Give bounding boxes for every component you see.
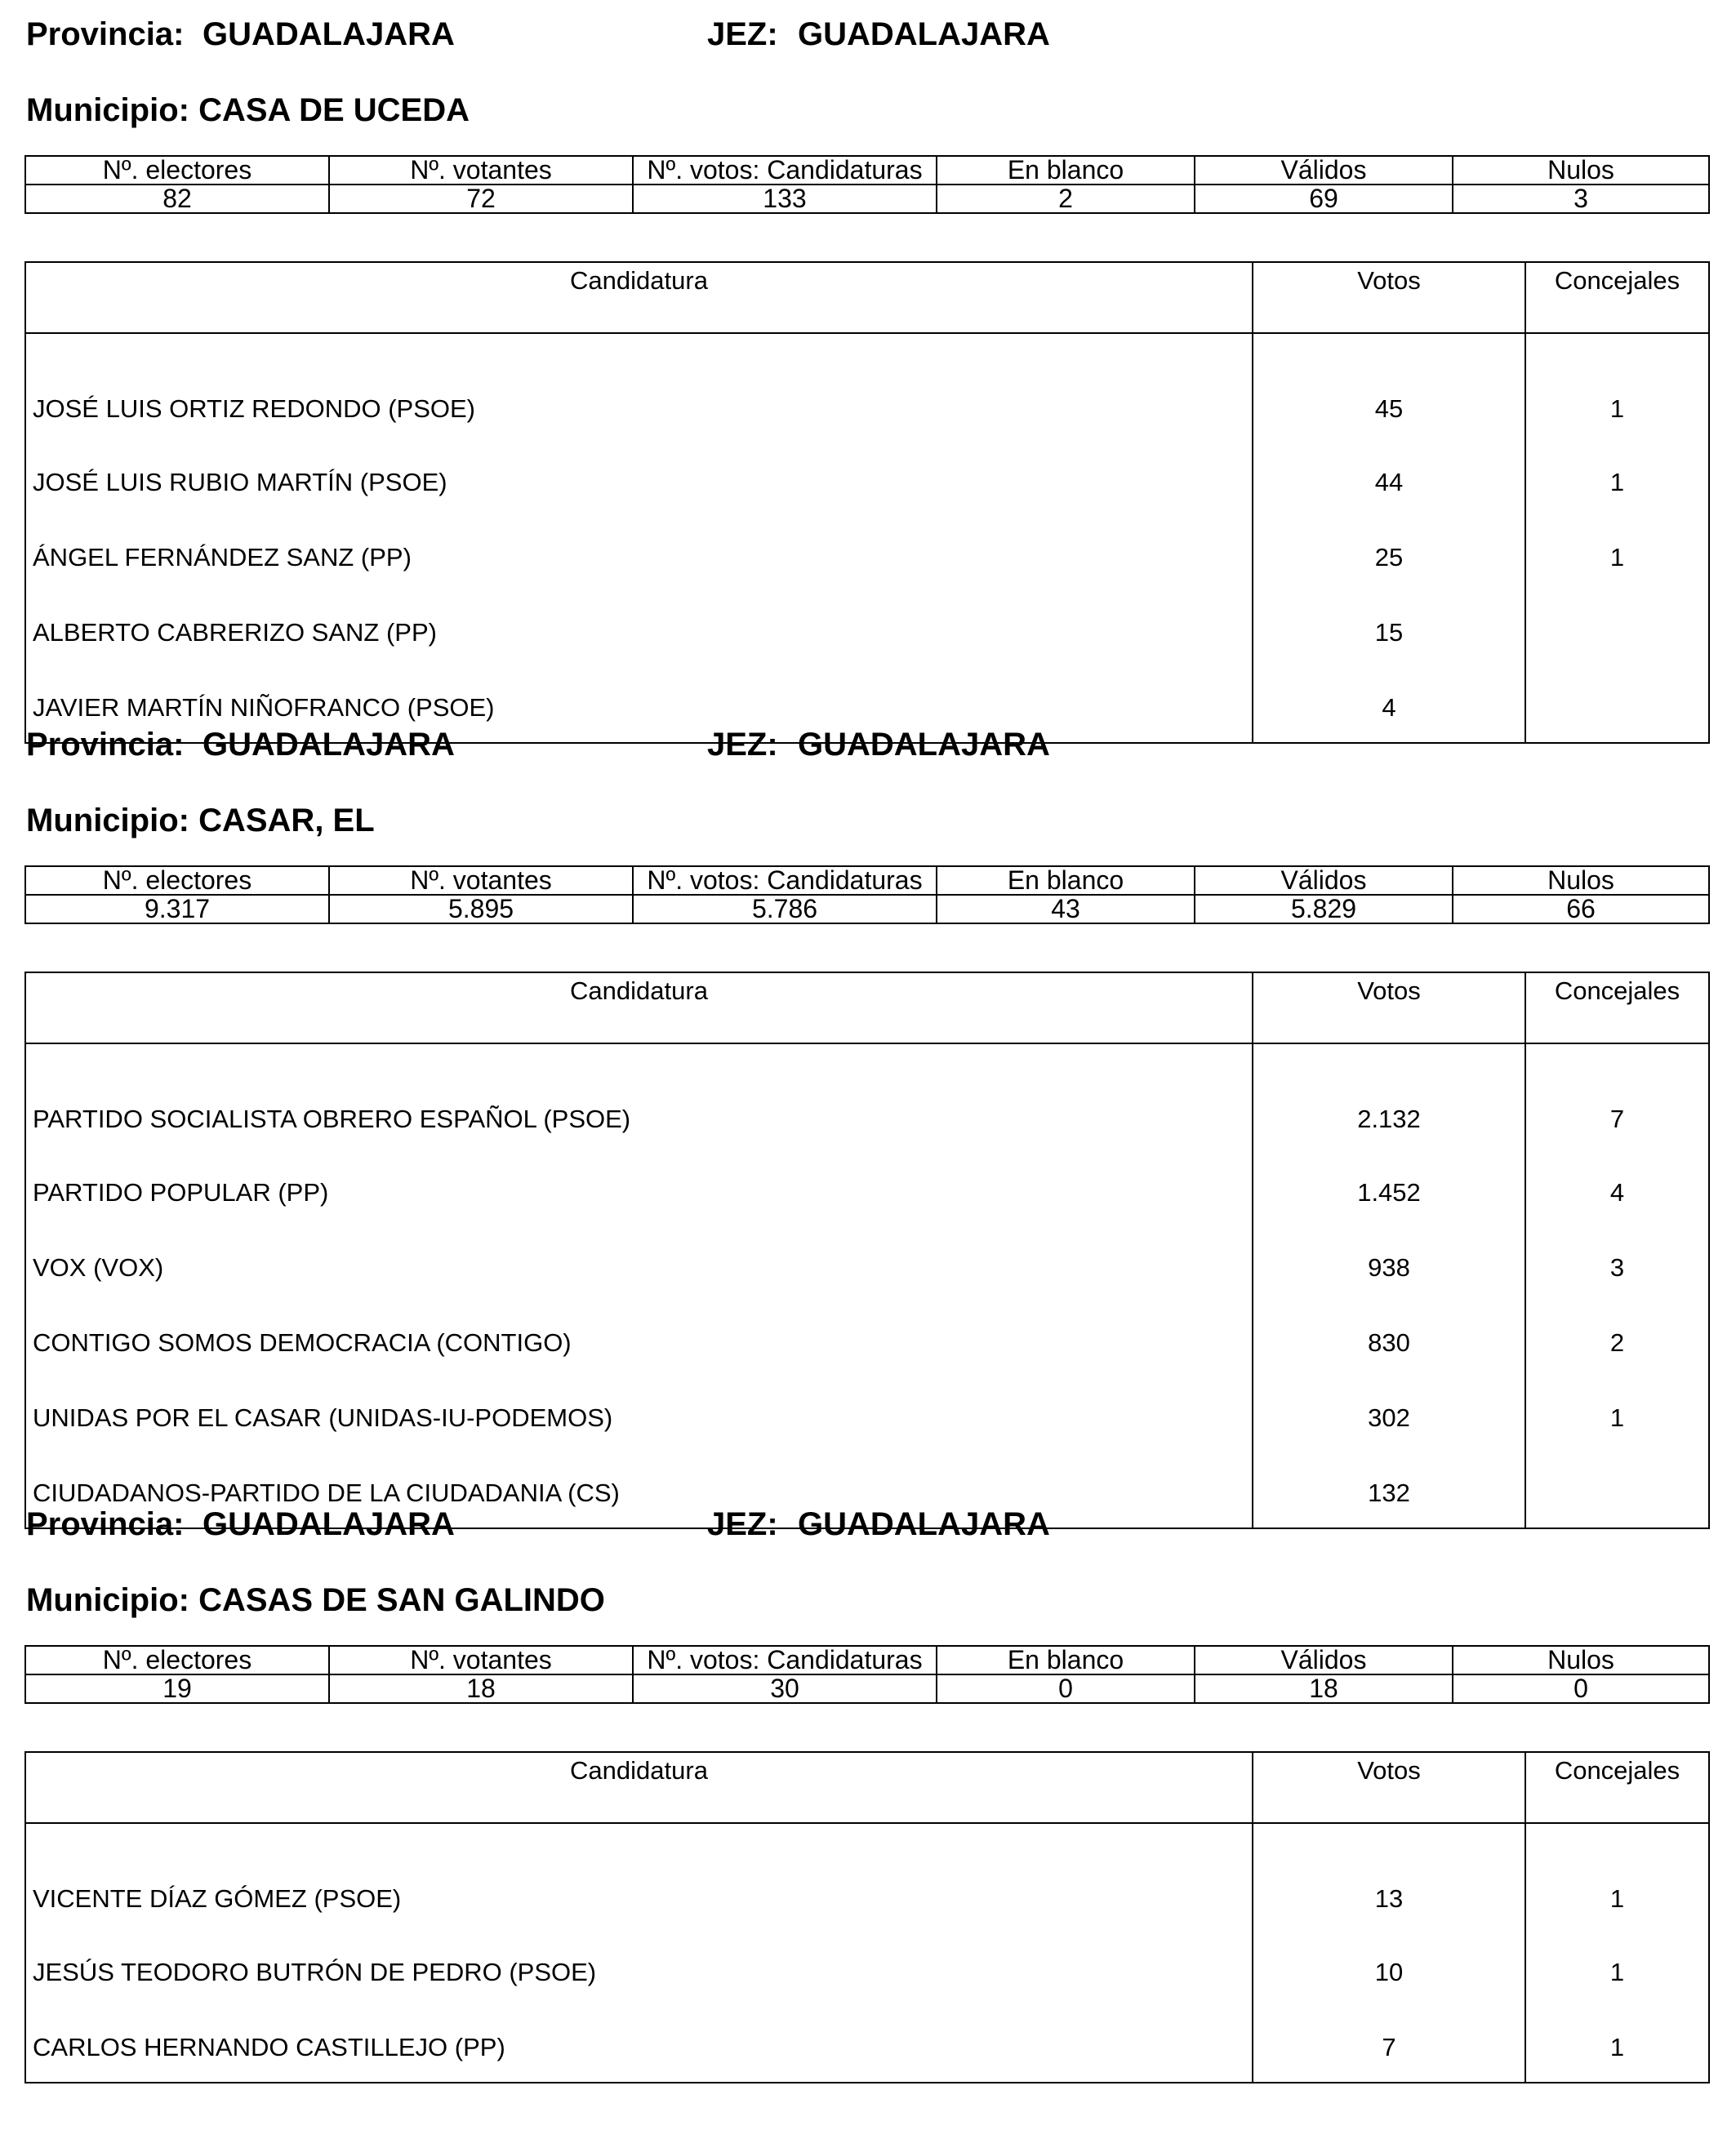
stats-header-cell: Nº. votantes (329, 1646, 633, 1674)
provincia-value: GUADALAJARA (203, 727, 455, 763)
stats-value-cell: 133 (633, 185, 937, 213)
stats-value-cell: 5.829 (1195, 895, 1453, 923)
concejales-header: Concejales (1525, 1752, 1709, 1823)
concejales-value: 1 (1525, 1823, 1709, 1932)
concejales-header: Concejales (1525, 262, 1709, 333)
votos-value: 25 (1253, 517, 1525, 592)
stats-value-cell: 43 (937, 895, 1195, 923)
stats-header-cell: En blanco (937, 866, 1195, 895)
concejales-value: 1 (1525, 1377, 1709, 1452)
stats-value-row (25, 185, 1709, 213)
municipio-value: CASA DE UCEDA (198, 92, 470, 128)
stats-value-cell: 0 (937, 1674, 1195, 1703)
candidatura-name: VOX (VOX) (25, 1227, 1253, 1302)
votos-value: 44 (1253, 442, 1525, 517)
stats-value-row (25, 1674, 1709, 1703)
provincia-value: GUADALAJARA (203, 1506, 455, 1542)
stats-value-cell: 18 (1195, 1674, 1453, 1703)
stats-value-cell: 2 (937, 185, 1195, 213)
stats-value-row (25, 895, 1709, 923)
votos-value: 13 (1253, 1823, 1525, 1932)
stats-value-cell: 66 (1453, 895, 1709, 923)
municipio-label: Municipio: (26, 803, 189, 838)
stats-header-cell: Nulos (1453, 156, 1709, 185)
jez-label: JEZ: (707, 727, 778, 763)
stats-header-cell: Nº. electores (25, 1646, 329, 1674)
candidaturas-header-row (25, 1752, 1709, 1823)
table-row (25, 592, 1709, 667)
votos-value: 2.132 (1253, 1043, 1525, 1152)
candidatura-name: VICENTE DÍAZ GÓMEZ (PSOE) (25, 1823, 1253, 1932)
candidaturas-table (24, 972, 1710, 1529)
stats-header-row (25, 1646, 1709, 1674)
table-row (25, 2007, 1709, 2083)
stats-header-row (25, 156, 1709, 185)
table-row (25, 517, 1709, 592)
votos-value: 4 (1253, 667, 1525, 743)
table-row (25, 1152, 1709, 1227)
stats-table (24, 155, 1710, 214)
stats-value-cell: 3 (1453, 185, 1709, 213)
votos-value: 830 (1253, 1302, 1525, 1377)
concejales-value: 4 (1525, 1152, 1709, 1227)
jez-label: JEZ: (707, 16, 778, 52)
municipio-value: CASAS DE SAN GALINDO (198, 1582, 605, 1618)
table-row (25, 442, 1709, 517)
concejales-value (1525, 1452, 1709, 1528)
candidaturas-table (24, 1751, 1710, 2083)
stats-table (24, 865, 1710, 924)
stats-header-cell: En blanco (937, 156, 1195, 185)
stats-value-cell: 19 (25, 1674, 329, 1703)
stats-header-cell: Nulos (1453, 866, 1709, 895)
table-row (25, 1823, 1709, 1932)
votos-value: 15 (1253, 592, 1525, 667)
stats-header-cell: Nº. electores (25, 156, 329, 185)
jez-value: GUADALAJARA (798, 1506, 1050, 1542)
candidatura-name: CONTIGO SOMOS DEMOCRACIA (CONTIGO) (25, 1302, 1253, 1377)
candidatura-name: JOSÉ LUIS ORTIZ REDONDO (PSOE) (25, 333, 1253, 442)
concejales-value: 1 (1525, 2007, 1709, 2083)
candidaturas-header-row (25, 262, 1709, 333)
candidatura-name: PARTIDO SOCIALISTA OBRERO ESPAÑOL (PSOE) (25, 1043, 1253, 1152)
candidatura-name: JESÚS TEODORO BUTRÓN DE PEDRO (PSOE) (25, 1932, 1253, 2007)
municipio-label: Municipio: (26, 1582, 189, 1618)
table-row (25, 1227, 1709, 1302)
municipio-value: CASAR, EL (198, 803, 375, 838)
stats-header-cell: Nº. electores (25, 866, 329, 895)
table-row (25, 1377, 1709, 1452)
concejales-value: 1 (1525, 1932, 1709, 2007)
provincia-value: GUADALAJARA (203, 16, 455, 52)
concejales-value: 1 (1525, 333, 1709, 442)
provincia-label: Provincia: (26, 16, 185, 52)
jez-value: GUADALAJARA (798, 16, 1050, 52)
stats-table (24, 1645, 1710, 1704)
municipio-title (26, 1582, 605, 1619)
stats-value-cell: 69 (1195, 185, 1453, 213)
municipio-title (26, 92, 470, 129)
candidatura-name: PARTIDO POPULAR (PP) (25, 1152, 1253, 1227)
concejales-value: 3 (1525, 1227, 1709, 1302)
votos-header: Votos (1253, 972, 1525, 1043)
stats-header-cell: Nº. votos: Candidaturas (633, 156, 937, 185)
concejales-value: 2 (1525, 1302, 1709, 1377)
municipio-label: Municipio: (26, 92, 189, 128)
candidatura-name: JOSÉ LUIS RUBIO MARTÍN (PSOE) (25, 442, 1253, 517)
stats-value-cell: 9.317 (25, 895, 329, 923)
table-row (25, 333, 1709, 442)
stats-header-cell: Nº. votantes (329, 156, 633, 185)
stats-header-cell: Nº. votos: Candidaturas (633, 1646, 937, 1674)
stats-header-cell: Válidos (1195, 156, 1453, 185)
provincia-label: Provincia: (26, 1506, 185, 1542)
stats-header-cell: Nulos (1453, 1646, 1709, 1674)
jez-label: JEZ: (707, 1506, 778, 1542)
votos-value: 938 (1253, 1227, 1525, 1302)
votos-value: 302 (1253, 1377, 1525, 1452)
jez-value: GUADALAJARA (798, 727, 1050, 763)
candidatura-name: CARLOS HERNANDO CASTILLEJO (PP) (25, 2007, 1253, 2083)
candidaturas-table (24, 261, 1710, 744)
concejales-value: 1 (1525, 442, 1709, 517)
concejales-value (1525, 592, 1709, 667)
stats-header-cell: En blanco (937, 1646, 1195, 1674)
votos-value: 7 (1253, 2007, 1525, 2083)
stats-value-cell: 30 (633, 1674, 937, 1703)
votos-header: Votos (1253, 1752, 1525, 1823)
stats-header-row (25, 866, 1709, 895)
candidatura-name: CIUDADANOS-PARTIDO DE LA CIUDADANIA (CS) (25, 1452, 1253, 1528)
stats-value-cell: 18 (329, 1674, 633, 1703)
municipio-title (26, 803, 375, 839)
candidatura-header: Candidatura (25, 1752, 1253, 1823)
stats-value-cell: 5.786 (633, 895, 937, 923)
stats-value-cell: 5.895 (329, 895, 633, 923)
votos-value: 1.452 (1253, 1152, 1525, 1227)
table-row (25, 1043, 1709, 1152)
stats-value-cell: 72 (329, 185, 633, 213)
candidatura-header: Candidatura (25, 262, 1253, 333)
votos-header: Votos (1253, 262, 1525, 333)
stats-header-cell: Válidos (1195, 866, 1453, 895)
table-row (25, 1302, 1709, 1377)
concejales-value: 1 (1525, 517, 1709, 592)
votos-value: 132 (1253, 1452, 1525, 1528)
candidatura-name: JAVIER MARTÍN NIÑOFRANCO (PSOE) (25, 667, 1253, 743)
candidatura-name: UNIDAS POR EL CASAR (UNIDAS-IU-PODEMOS) (25, 1377, 1253, 1452)
votos-value: 10 (1253, 1932, 1525, 2007)
stats-header-cell: Nº. votantes (329, 866, 633, 895)
candidaturas-header-row (25, 972, 1709, 1043)
stats-header-cell: Válidos (1195, 1646, 1453, 1674)
stats-header-cell: Nº. votos: Candidaturas (633, 866, 937, 895)
candidatura-name: ÁNGEL FERNÁNDEZ SANZ (PP) (25, 517, 1253, 592)
votos-value: 45 (1253, 333, 1525, 442)
concejales-value: 7 (1525, 1043, 1709, 1152)
stats-value-cell: 82 (25, 185, 329, 213)
provincia-label: Provincia: (26, 727, 185, 763)
candidatura-name: ALBERTO CABRERIZO SANZ (PP) (25, 592, 1253, 667)
concejales-value (1525, 667, 1709, 743)
stats-value-cell: 0 (1453, 1674, 1709, 1703)
candidatura-header: Candidatura (25, 972, 1253, 1043)
concejales-header: Concejales (1525, 972, 1709, 1043)
table-row (25, 1932, 1709, 2007)
